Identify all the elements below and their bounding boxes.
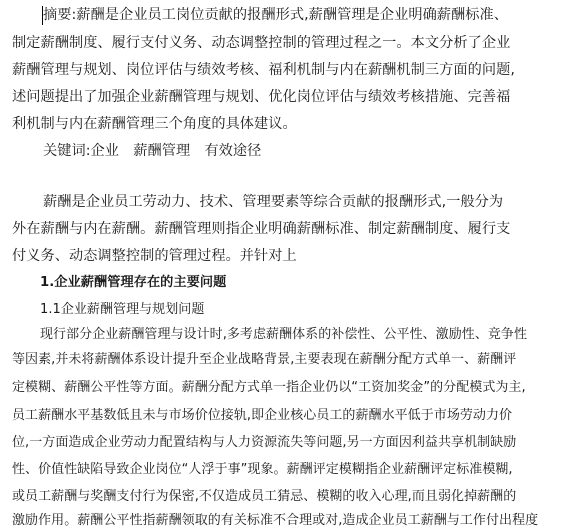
body-line-3: 定模糊、薪酬公平性等方面。薪酬分配方式单一指企业仍以“工资加奖金”的分配模式为主, xyxy=(12,380,526,395)
body-line-2: 等因素,并未将薪酬体系设计提升至企业战略背景,主要表现在薪酬分配方式单一、薪酬评 xyxy=(12,352,517,367)
abstract-line-2: 制定薪酬制度、履行支付义务、动态调整控制的管理过程之一。本文分析了企业 xyxy=(12,35,511,51)
body-line-4: 员工薪酬水平基数低且未与市场价位接轨,即企业核心员工的薪酬水平低于市场劳动力价 xyxy=(12,408,513,423)
section-1-heading: 1.企业薪酬管理存在的主要问题 xyxy=(40,275,227,290)
keywords-line: 关键词:企业 薪酬管理 有效途径 xyxy=(43,143,262,159)
abstract-line-1: 摘要:薪酬是企业员工岗位贡献的报酬形式,薪酬管理是企业明确薪酬标准、 xyxy=(43,7,508,23)
intro-line-2: 外在薪酬与内在薪酬。薪酬管理则指企业明确薪酬标准、制定薪酬制度、履行支 xyxy=(12,221,511,237)
abstract-line-3: 薪酬管理与规划、岗位评估与绩效考核、福利机制与内在薪酬机制三方面的问题, xyxy=(12,62,515,78)
abstract-line-4: 述问题提出了加强企业薪酬管理与规划、优化岗位评估与绩效考核措施、完善福 xyxy=(12,89,511,105)
body-line-8: 激励作用。薪酬公平性指薪酬领取的有关标准不合理或对,造成企业员工薪酬与工作付出程度 xyxy=(12,513,539,528)
body-line-6: 性、价值性缺陷导致企业岗位“人浮于事”现象。薪酬评定模糊指企业薪酬评定标准模糊, xyxy=(12,462,513,477)
body-line-7: 或员工薪酬与奖酬支付行为保密,不仅造成员工猜忌、模糊的收入心理,而且弱化掉薪酬的 xyxy=(12,489,517,504)
body-line-5: 位,一方面造成企业劳动力配置结构与人力资源流失等问题,另一方面因利益共享机制缺励 xyxy=(12,435,517,450)
body-line-1: 现行部分企业薪酬管理与设计时,多考虑薪酬体系的补偿性、公平性、激励性、竞争性 xyxy=(40,327,528,342)
section-1-1-heading: 1.1企业薪酬管理与规划问题 xyxy=(40,302,205,317)
abstract-line-5: 利机制与内在薪酬管理三个角度的具体建议。 xyxy=(12,116,297,132)
intro-line-1: 薪酬是企业员工劳动力、技术、管理要素等综合贡献的报酬形式,一般分为 xyxy=(43,194,504,210)
intro-line-3: 付义务、动态调整控制的管理过程。并针对上 xyxy=(12,248,297,264)
